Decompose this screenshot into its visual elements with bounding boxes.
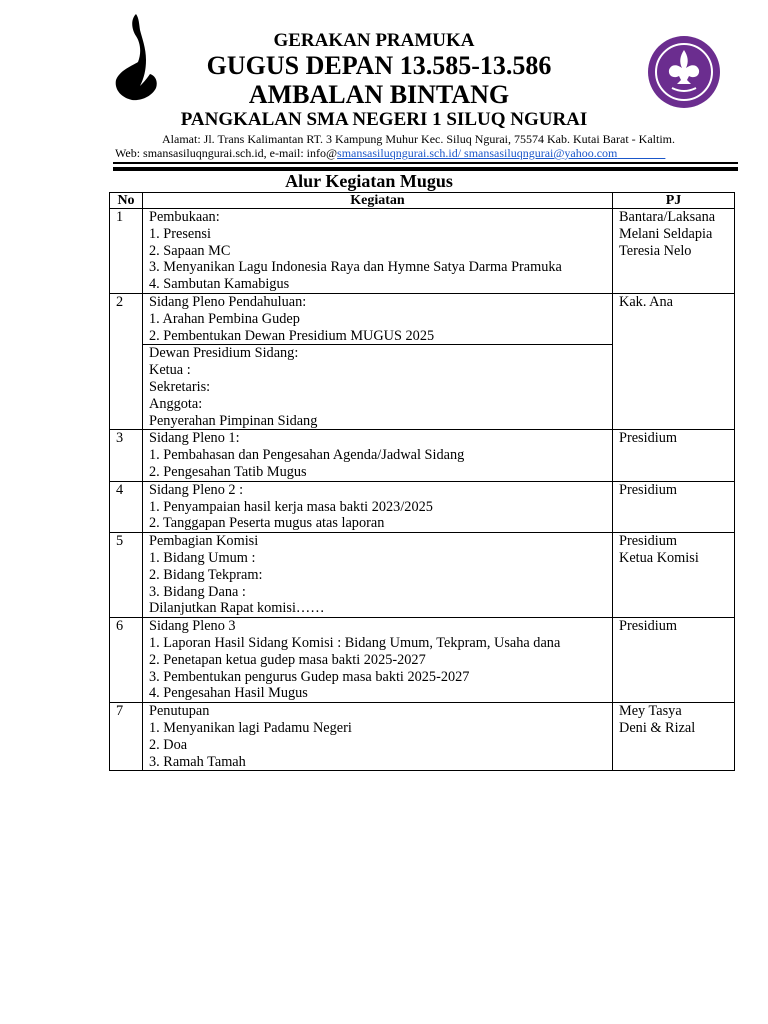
row-kegiatan <box>143 618 613 703</box>
kegiatan-line: Dilanjutkan Rapat komisi…… <box>149 600 325 617</box>
pj-line: Mey Tasya <box>619 703 682 720</box>
kegiatan-line: 3. Ramah Tamah <box>149 753 246 770</box>
kegiatan-line: 3. Pembentukan pengurus Gudep masa bakti 2025-2027 <box>149 668 470 685</box>
kegiatan-line: 4. Pengesahan Hasil Mugus <box>149 685 308 702</box>
row-pj <box>613 533 735 618</box>
row-number: 4 <box>110 481 143 532</box>
row-pj <box>613 703 735 771</box>
document-title: Alur Kegiatan Mugus <box>285 171 453 191</box>
table-row <box>110 293 735 429</box>
row-number: 6 <box>110 618 143 703</box>
row-kegiatan <box>143 430 613 481</box>
web-link[interactable]: smansasiluqngurai.sch.id/ smansasiluqngurai@yahoo.com <box>337 146 618 160</box>
row-number: 7 <box>110 703 143 771</box>
ambalan-title: AMBALAN BINTANG <box>248 80 510 109</box>
row-pj <box>613 430 735 481</box>
table-row <box>110 209 735 294</box>
header-no: No <box>110 193 143 209</box>
address-line: Alamat: Jl. Trans Kalimantan RT. 3 Kampung Muhur Kec. Siluq Ngurai, 75574 Kab. Kutai Barat - Kaltim. <box>162 132 675 146</box>
row-kegiatan <box>143 293 613 429</box>
kegiatan-line: 1. Laporan Hasil Sidang Komisi : Bidang Umum, Tekpram, Usaha dana <box>149 634 561 651</box>
row-kegiatan <box>143 481 613 532</box>
kegiatan-line: 3. Menyanikan Lagu Indonesia Raya dan Hymne Satya Darma Pramuka <box>149 259 562 276</box>
web-line <box>115 146 665 161</box>
kegiatan-line: 1. Penyampaian hasil kerja masa bakti 2023/2025 <box>149 498 433 515</box>
kegiatan-line: Sidang Pleno 1: <box>149 430 240 447</box>
kegiatan-line: 2. Pembentukan Dewan Presidium MUGUS 2025 <box>149 327 435 344</box>
kegiatan-line: Sidang Pleno 3 <box>149 618 236 635</box>
kegiatan-line: 3. Bidang Dana : <box>149 583 246 600</box>
base-title: PANGKALAN SMA NEGERI 1 SILUQ NGURAI <box>180 109 588 130</box>
kegiatan-line: 1. Menyanikan lagi Padamu Negeri <box>149 719 352 736</box>
row-kegiatan <box>143 533 613 618</box>
kegiatan-sub-line: Sekretaris: <box>149 378 211 395</box>
kegiatan-line: Pembukaan: <box>149 209 220 225</box>
activity-table <box>109 192 735 771</box>
pj-line: Presidium <box>619 618 677 635</box>
table-row <box>110 703 735 771</box>
pj-line: Teresia Nelo <box>619 242 692 259</box>
kegiatan-line: 2. Pengesahan Tatib Mugus <box>149 463 307 480</box>
table-row <box>110 481 735 532</box>
row-pj <box>613 618 735 703</box>
table-row <box>110 533 735 618</box>
pj-line: Kak. Ana <box>619 293 673 310</box>
row-kegiatan <box>143 703 613 771</box>
kegiatan-line: 2. Bidang Tekpram: <box>149 566 263 583</box>
kegiatan-sub-line: Ketua : <box>149 362 191 379</box>
table-row <box>110 430 735 481</box>
row-pj <box>613 293 735 429</box>
kegiatan-line: 2. Doa <box>149 736 188 753</box>
kegiatan-line: Sidang Pleno Pendahuluan: <box>149 293 307 310</box>
kegiatan-subsection <box>143 344 612 429</box>
row-number: 1 <box>110 209 143 294</box>
table-row <box>110 618 735 703</box>
row-kegiatan <box>143 209 613 294</box>
org-title: GERAKAN PRAMUKA <box>273 30 475 51</box>
pj-line: Presidium <box>619 430 677 447</box>
header-divider-thin <box>113 162 738 164</box>
pj-line: Ketua Komisi <box>619 549 699 566</box>
unit-title: GUGUS DEPAN 13.585-13.586 <box>206 51 552 80</box>
kegiatan-line: 2. Tanggapan Peserta mugus atas laporan <box>149 515 385 532</box>
web-prefix: Web: smansasiluqngurai.sch.id, e-mail: info@ <box>115 146 338 160</box>
kegiatan-line: Sidang Pleno 2 : <box>149 481 244 498</box>
row-pj <box>613 209 735 294</box>
row-number: 3 <box>110 430 143 481</box>
kegiatan-sub-line: Penyerahan Pimpinan Sidang <box>149 412 318 429</box>
table-header-row <box>110 193 735 209</box>
row-number: 5 <box>110 533 143 618</box>
kegiatan-line: 1. Bidang Umum : <box>149 549 256 566</box>
kegiatan-line: 1. Presensi <box>149 225 211 242</box>
kegiatan-line: 2. Sapaan MC <box>149 242 231 259</box>
kegiatan-line: 4. Sambutan Kamabigus <box>149 276 290 293</box>
kegiatan-line: Pembagian Komisi <box>149 533 259 550</box>
row-pj <box>613 481 735 532</box>
pj-line: Deni & Rizal <box>619 719 696 736</box>
pj-line: Presidium <box>619 533 677 550</box>
kegiatan-line: 1. Pembahasan dan Pengesahan Agenda/Jadwal Sidang <box>149 447 465 464</box>
row-number: 2 <box>110 293 143 429</box>
kegiatan-line: 2. Penetapan ketua gudep masa bakti 2025-2027 <box>149 651 426 668</box>
header-kegiatan: Kegiatan <box>143 193 613 209</box>
kegiatan-line: Penutupan <box>149 703 210 720</box>
header-pj: PJ <box>613 193 735 209</box>
kegiatan-sub-line: Anggota: <box>149 395 203 412</box>
pj-line: Bantara/Laksana <box>619 209 716 225</box>
kegiatan-line: 1. Arahan Pembina Gudep <box>149 310 300 327</box>
pj-line: Melani Seldapia <box>619 225 713 242</box>
kegiatan-sub-line: Dewan Presidium Sidang: <box>149 345 299 362</box>
pj-line: Presidium <box>619 481 677 498</box>
